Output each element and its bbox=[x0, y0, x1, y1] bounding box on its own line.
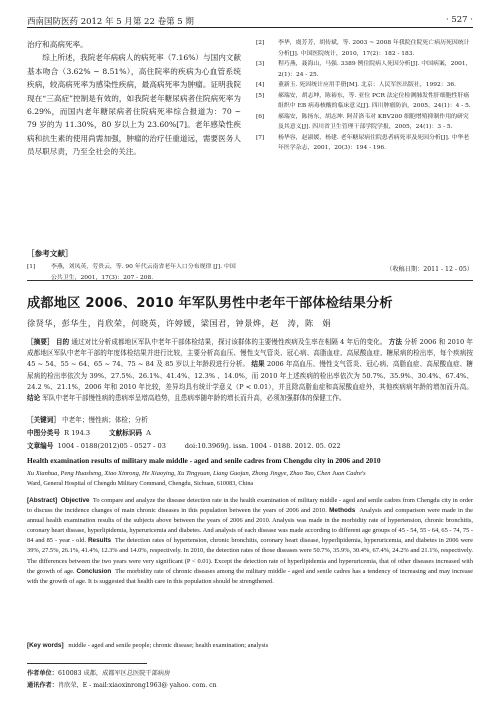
reference-item bbox=[256, 91, 474, 112]
articleno-value: 1004 - 0188(2012)05 - 0527 - 03 bbox=[57, 442, 166, 450]
classification-line bbox=[27, 427, 473, 437]
journal-info: 西南国防医药 2012 年 5 月第 22 卷第 5 期 bbox=[27, 17, 194, 27]
english-abstract bbox=[27, 496, 473, 587]
corr-label: 通讯作者： bbox=[27, 682, 58, 689]
conclusion-label: 结论 bbox=[27, 394, 41, 403]
reference-item bbox=[256, 38, 474, 59]
methods-label: Methods bbox=[329, 507, 356, 515]
methods-text: 分析 2006 和 2010 年成都地区军队中老年干部的年度体检结果并进行比较，主要分析高血压、慢性支气管炎、冠心病、高脂血症、高尿酸血症、糖尿病的检出率，每个疾病按 45 ~ 54、55 ~ 64、65 ~ 74、75 ~ 84 及 85 岁以上年龄段进行分析。 bbox=[27, 338, 473, 369]
doccode-label: 文献标识码 bbox=[108, 429, 142, 437]
paragraph: 综上所述，我院老年病病人的病死率（7.16%）与国内文献基本吻合（3.62% ~ 8.51%），高住院率的疾病为心血管系统疾病，较高病死率为感染性疾病，最高病死率为肿瘤。证明我院现在“三高症”控制是有效的，如我院老年糖尿病者住院病死率为 6.29%，而国内老年糖尿病者住院病死率综合报道为：70 ~ 79 岁的为 11.30%，80 岁以上为 23.60%[7]。老年感染性疾病和抗生素的使用尚需加强，肿瘤的治疗任重道远，需要医务人员尽职尽责，乃至全社会的关注。 bbox=[27, 53, 241, 157]
articleno-label: 文章编号 bbox=[27, 442, 54, 450]
left-column-text bbox=[27, 38, 241, 159]
reference-text: 郝瑞安，胡志坤，陈裕东，等. 亚位 PCR 法定位检测肺发性肝细胞性肝癌组织中 EB 病毒核酸的临床意义[J]. 四川肿瘤防治，2005，24(1)：4 - 5. bbox=[278, 92, 471, 109]
reference-number: [5] bbox=[256, 92, 265, 99]
paragraph: 治疗和高病死率。 bbox=[27, 40, 88, 49]
english-keywords bbox=[27, 642, 473, 649]
reference-number: [2] bbox=[256, 40, 265, 46]
chinese-abstract bbox=[27, 337, 473, 404]
received-date: （收稿日期：2011 - 12 - 05） bbox=[386, 266, 473, 273]
keywords-line bbox=[27, 414, 473, 424]
corr-text: 肖欣荣，E - mail:xiaoxinrong1963@ yahoo. com. cn bbox=[57, 682, 217, 689]
reference-text: 李华，虞芳芳，胡传斌，等. 2003 ~ 2008 年我院住院死亡病历死因统计分析[J]. 中国医院统计，2010，17(2)：182 - 183. bbox=[278, 40, 470, 57]
reference-text: 郝瑞安，陈扬东，胡志坤. 阿昔洛韦对 KBV200 细胞增殖抑制作用的研究及其意义[J]. 四川省卫生管理干部学院学报，2005，24(1)：3 - 5. bbox=[278, 113, 469, 130]
article-authors: 徐贤华，彭华生，肖欣荣，何晓英，许婷媛，梁国君，钟景烨，赵 涛，陈 娟 bbox=[27, 318, 332, 328]
conclusion-text: 军队中老年干部慢性病的患病率呈增高趋势，且患病率随年龄的增长而升高，必须加强群体的保健工作。 bbox=[42, 394, 346, 403]
clc-label: 中图分类号 bbox=[27, 429, 60, 437]
abstract-label: ［摘要］ bbox=[27, 338, 54, 346]
page-number: · 527 · bbox=[445, 15, 473, 25]
reference-number: [6] bbox=[256, 113, 265, 120]
reference-text: 程巧燕，聂海山，马强. 3389 例住院病人死因分析[J]. 中国病案，2001，2(1)：24 - 25. bbox=[278, 61, 472, 78]
objective-text: To compare and analyze the disease detection rate in the health examination of military middle - aged and senile cadres from Chengdu city in order to discuss the incidence changes of main chronic diseases in this population between the years of 2006 and 2010. bbox=[27, 497, 473, 515]
results-label: Results bbox=[87, 537, 112, 545]
section-divider bbox=[27, 280, 473, 281]
right-references bbox=[256, 38, 474, 154]
reference-item bbox=[256, 59, 474, 80]
article-title: 成都地区 2006、2010 年军队男性中老年干部体检结果分析 bbox=[27, 296, 393, 311]
abstract-label: [Abstract] bbox=[27, 497, 58, 504]
keywords-text: middle - aged and senile people; chronic disease; health examination; analysis bbox=[68, 642, 269, 649]
results-text: The detection rates of hypertension, chronic bronchitis, coronary heart disease, hyperlipidemia, hyperuricemia, and diabetes in 2006 were 39%, 27.5%, 26.1%, 41.4%, 12.3% and 14.0%, respectively. In 2010, the detection rates of those diseases were 50.7%, 35.9%, 30.4%, 67.4%, 24.2% and 21.1%, respectively. The differences between the two years were very significant (P < 0.01). Except the detection rate of hyperlipidemia and hyperuricemia, that of other diseases increased with the growth of age. bbox=[27, 537, 473, 575]
methods-label: 方法 bbox=[388, 338, 402, 346]
keywords-text: 中老年；慢性病；体检；分析 bbox=[62, 416, 148, 424]
reference-number: [1] bbox=[27, 264, 36, 270]
reference-text: 董新玉. 死因统计应用手册[M]. 北京：人民军医出版社，1992：36. bbox=[278, 82, 456, 88]
corresponding-author bbox=[27, 680, 217, 689]
conclusion-text: The morbidity rate of chronic diseases among the military middle - aged and senile cadres has a tendency of increasing and may increase with the growth of age. It is suggested that health care in this population should be strengthened. bbox=[27, 567, 473, 585]
reference-number: [7] bbox=[256, 134, 265, 141]
english-affiliation: Ward, General Hospital of Chengdu Military Command, Chengdu, Sichuan, 610083, China bbox=[27, 480, 254, 487]
conclusion-label: Conclusion bbox=[76, 567, 112, 575]
keywords-label: ［关键词］ bbox=[27, 416, 60, 424]
author-unit bbox=[27, 668, 170, 677]
objective-label: Objective bbox=[60, 497, 90, 504]
running-header bbox=[27, 13, 473, 28]
english-authors: Xu Xianhua, Peng Huasheng, Xiao Xinrong, He Xiaoying, Xu Tingyuan, Liang Guojun, Zhong Jingye, Zhao Tao, Chen Juan Cadre's bbox=[27, 470, 366, 477]
references-heading: ［参考文献］ bbox=[27, 249, 73, 258]
footnote-divider bbox=[27, 663, 147, 664]
clc-value: R 194.3 bbox=[64, 429, 91, 437]
article-number-line bbox=[27, 440, 473, 450]
reference-item bbox=[256, 133, 474, 154]
results-text: 2006 年高血压、慢性支气管炎、冠心病、高脂血症、高尿酸血症、糖尿病的检出率依次为 39%、27.5%、26.1%、41.4%、12.3% 、14.0%，而 2010 年上述疾病的检出率依次为 50.7%、35.9%、30.4%、67.4%、24.2 %、21.1%，2006 年和 2010 年比较，差异均具有统计学意义（P < 0.01），并且除高脂血症和高尿酸血症外，其他疾病病年龄的增加而升高。 bbox=[27, 360, 473, 391]
unit-label: 作者单位： bbox=[27, 670, 58, 677]
keywords-label: [Key words] bbox=[27, 642, 64, 649]
unit-text: 610083 成都，成都军区总医院干部病房 bbox=[57, 670, 171, 677]
reference-item bbox=[256, 80, 474, 91]
objective-text: 通过对比分析成都地区军队中老年干部体检结果，探讨该群体的主要慢性疾病及生率在相隔 4 年后的变化。 bbox=[71, 338, 387, 346]
reference-number: [4] bbox=[256, 82, 265, 88]
doccode-value: A bbox=[146, 429, 151, 437]
english-title: Health examination results of military male middle - aged and senile cadres from Chengdu city in 2006 and 2010 bbox=[27, 456, 381, 465]
reference-text: 李燕，刘凤英，劳贵云，等. 90 年代云南省老年人口分布规律 [J]. 中国公共卫生，2001，17(3)：207 - 208. bbox=[51, 264, 236, 281]
methods-text: Analysis and comparison were made in the annual health examination results of the subjects above between the years of 2006 and 2010. Analysis was made in the morbidity rate of hypertension, chronic bronchitis, coronary heart disease, hyperlipidemia, hyperuricemia and diabetes. And analysis of each disease was made according to different age groups of 45 - 54, 55 - 64, 65 - 74, 75 - 84 and 85 - year - old. bbox=[27, 507, 474, 545]
objective-label: 目的 bbox=[55, 338, 70, 346]
reference-number: [3] bbox=[256, 61, 265, 67]
reference-text: 杨华容，赵淑媛，杨建. 老年糖尿病住院患者病死率及死因分析[J]. 中华老年医学杂志，2001，20(3)：194 - 196. bbox=[278, 134, 470, 151]
results-label: 结果 bbox=[251, 360, 265, 369]
doi-value: doi:10.3969/j. issn. 1004 - 0188. 2012. 05. 022 bbox=[184, 442, 341, 450]
reference-item bbox=[256, 112, 474, 133]
